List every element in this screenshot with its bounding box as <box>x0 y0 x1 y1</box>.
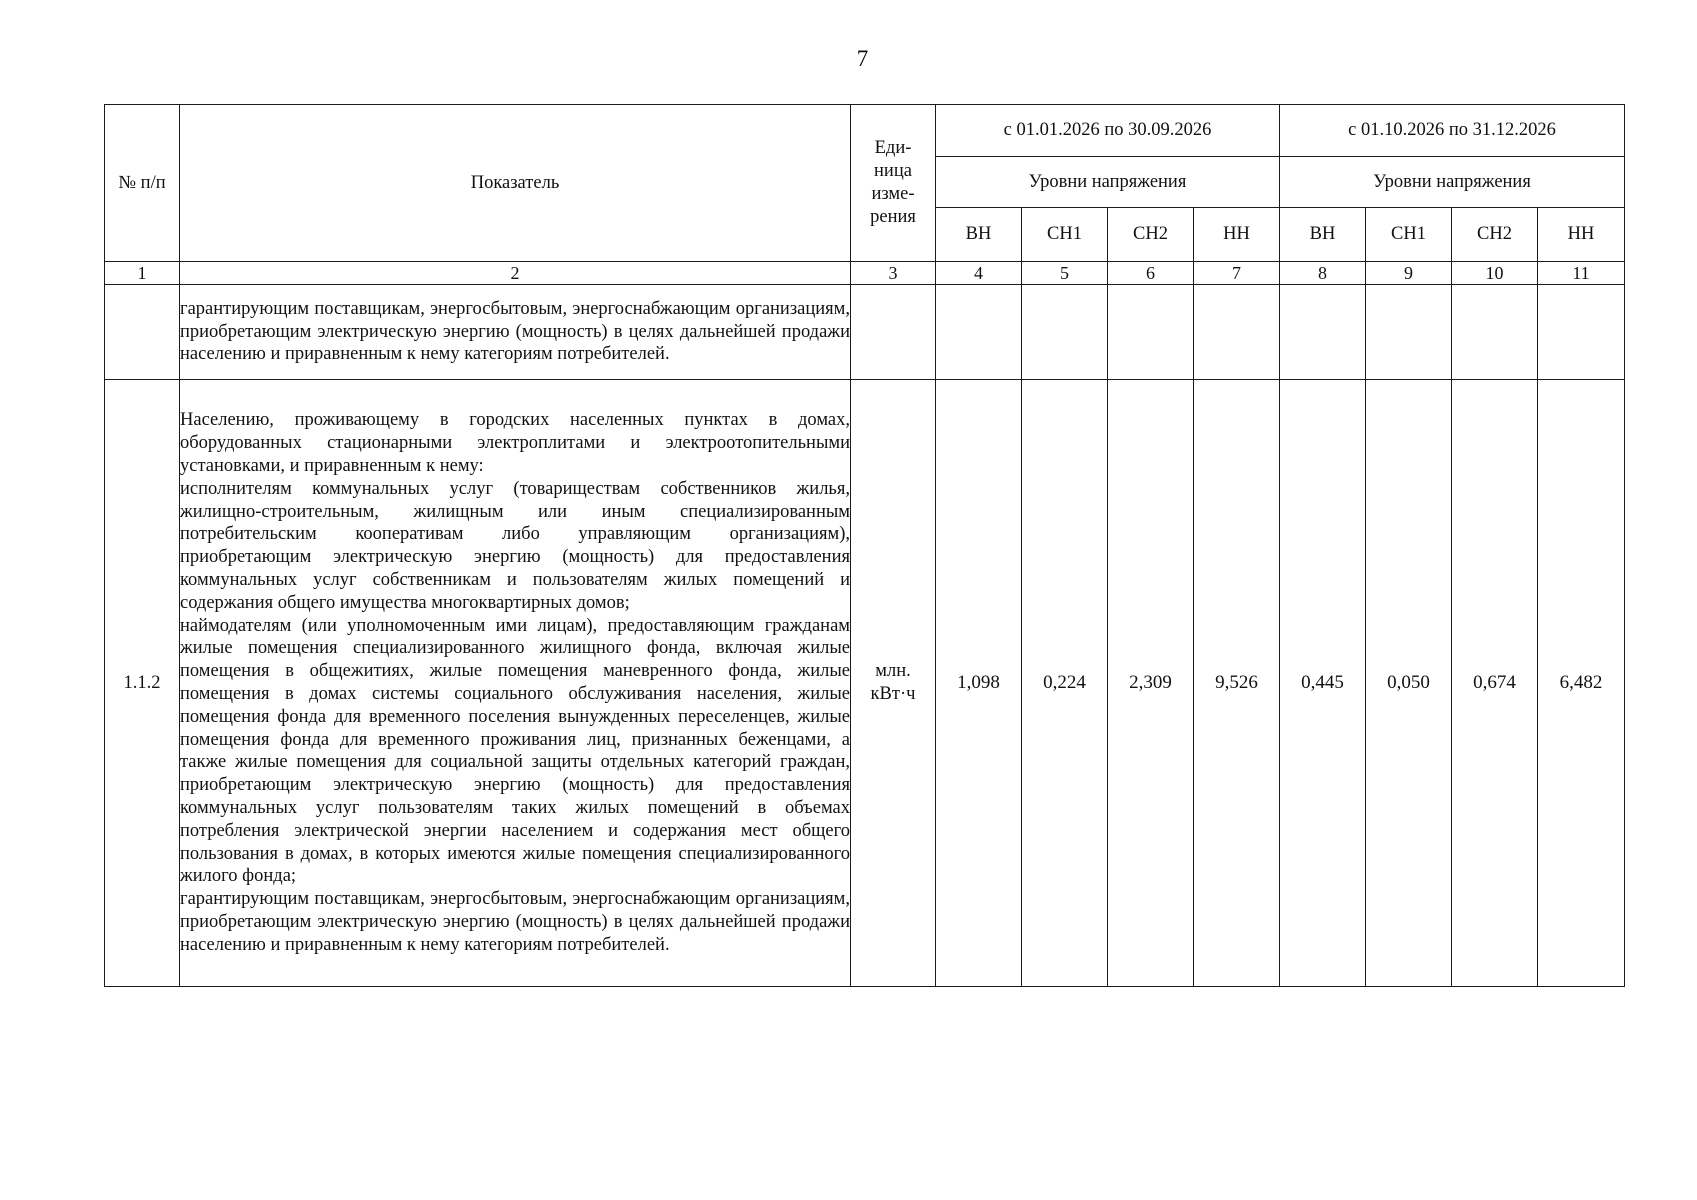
value-cell: 1,098 <box>936 380 1022 987</box>
row-unit <box>851 380 936 987</box>
level-nn-1: НН <box>1194 208 1280 262</box>
header-levels-title-2: Уровни напряжения <box>1280 156 1625 208</box>
header-period-1: с 01.01.2026 по 30.09.2026 <box>936 105 1280 157</box>
level-vn-1: ВН <box>936 208 1022 262</box>
column-number: 3 <box>851 262 936 285</box>
value-cell <box>1280 285 1366 380</box>
page-number: 7 <box>856 46 869 71</box>
level-nn-2: НН <box>1538 208 1625 262</box>
level-sn2-2: СН2 <box>1452 208 1538 262</box>
column-number: 6 <box>1108 262 1194 285</box>
header-indicator: Показатель <box>180 105 851 262</box>
level-vn-2: ВН <box>1280 208 1366 262</box>
tariff-table <box>104 104 1625 987</box>
indicator-paragraph: гарантирующим поставщикам, энергосбытовым, энергоснабжающим организациям, приобретающим электрическую энергию (мощность) в целях дальнейшей продажи населению и приравненным к нему категориям потребителей. <box>180 889 850 955</box>
value-cell: 0,445 <box>1280 380 1366 987</box>
value-cell <box>1366 285 1452 380</box>
header-levels-title-1: Уровни напряжения <box>936 156 1280 208</box>
row-num <box>105 285 180 380</box>
column-number: 9 <box>1366 262 1452 285</box>
value-cell: 2,309 <box>1108 380 1194 987</box>
row-num: 1.1.2 <box>105 380 180 987</box>
column-number: 5 <box>1022 262 1108 285</box>
column-number: 11 <box>1538 262 1625 285</box>
column-number: 8 <box>1280 262 1366 285</box>
level-sn2-1: СН2 <box>1108 208 1194 262</box>
value-cell <box>1538 285 1625 380</box>
value-cell <box>1108 285 1194 380</box>
indicator-paragraph: наймодателям (или уполномоченным ими лицам), предоставляющим гражданам жилые помещения специализированного жилищного фонда, включая жилые помещения в общежитиях, жилые помещения маневренного фонда, жилые помещения в домах системы социального обслуживания населения, жилые помещения фонда для временного поселения вынужденных переселенцев, жилые помещения фонда для временного проживания лиц, признанных беженцами, а также жилые помещения для социальной защиты отдельных категорий граждан, приобретающим электрическую энергию (мощность) для предоставления коммунальных услуг пользователям таких жилых помещений в объемах потребления электрической энергии населением и содержания мест общего пользования в домах, в которых имеются жилые помещения специализированного жилого фонда; <box>180 615 850 887</box>
value-cell: 0,224 <box>1022 380 1108 987</box>
value-cell <box>1452 285 1538 380</box>
row-indicator <box>180 285 851 380</box>
indicator-paragraph: Населению, проживающему в городских населенных пунктах в домах, оборудованных стационарными электроплитами и электроотопительными установками, и приравненным к нему: <box>180 410 850 477</box>
value-cell: 6,482 <box>1538 380 1625 987</box>
row-indicator <box>180 380 851 987</box>
level-sn1-2: СН1 <box>1366 208 1452 262</box>
header-unit <box>851 105 936 262</box>
value-cell <box>936 285 1022 380</box>
header-num: № п/п <box>105 105 180 262</box>
indicator-paragraph: исполнителям коммунальных услуг (товариществам собственников жилья, жилищно-строительным, жилищным или иным специализированным потребительским кооперативам либо управляющим организациям), приобретающим электрическую энергию (мощность) для предоставления коммунальных услуг собственникам и пользователям жилых помещений и содержания общего имущества многоквартирных домов; <box>180 478 850 613</box>
column-number: 2 <box>180 262 851 285</box>
value-cell <box>1022 285 1108 380</box>
value-cell: 0,050 <box>1366 380 1452 987</box>
column-number: 10 <box>1452 262 1538 285</box>
table-row <box>105 380 1625 987</box>
value-cell: 0,674 <box>1452 380 1538 987</box>
table-row <box>105 285 1625 380</box>
header-unit-text: Еди- ница изме- рения <box>870 138 916 227</box>
row-unit-text: млн. кВт·ч <box>870 661 916 704</box>
value-cell: 9,526 <box>1194 380 1280 987</box>
column-number: 1 <box>105 262 180 285</box>
value-cell <box>1194 285 1280 380</box>
level-sn1-1: СН1 <box>1022 208 1108 262</box>
row-unit <box>851 285 936 380</box>
indicator-paragraph: гарантирующим поставщикам, энергосбытовым, энергоснабжающим организациям, приобретающим электрическую энергию (мощность) в целях дальнейшей продажи населению и приравненным к нему категориям потребителей. <box>180 298 850 365</box>
column-number: 4 <box>936 262 1022 285</box>
column-number: 7 <box>1194 262 1280 285</box>
header-period-2: с 01.10.2026 по 31.12.2026 <box>1280 105 1625 157</box>
